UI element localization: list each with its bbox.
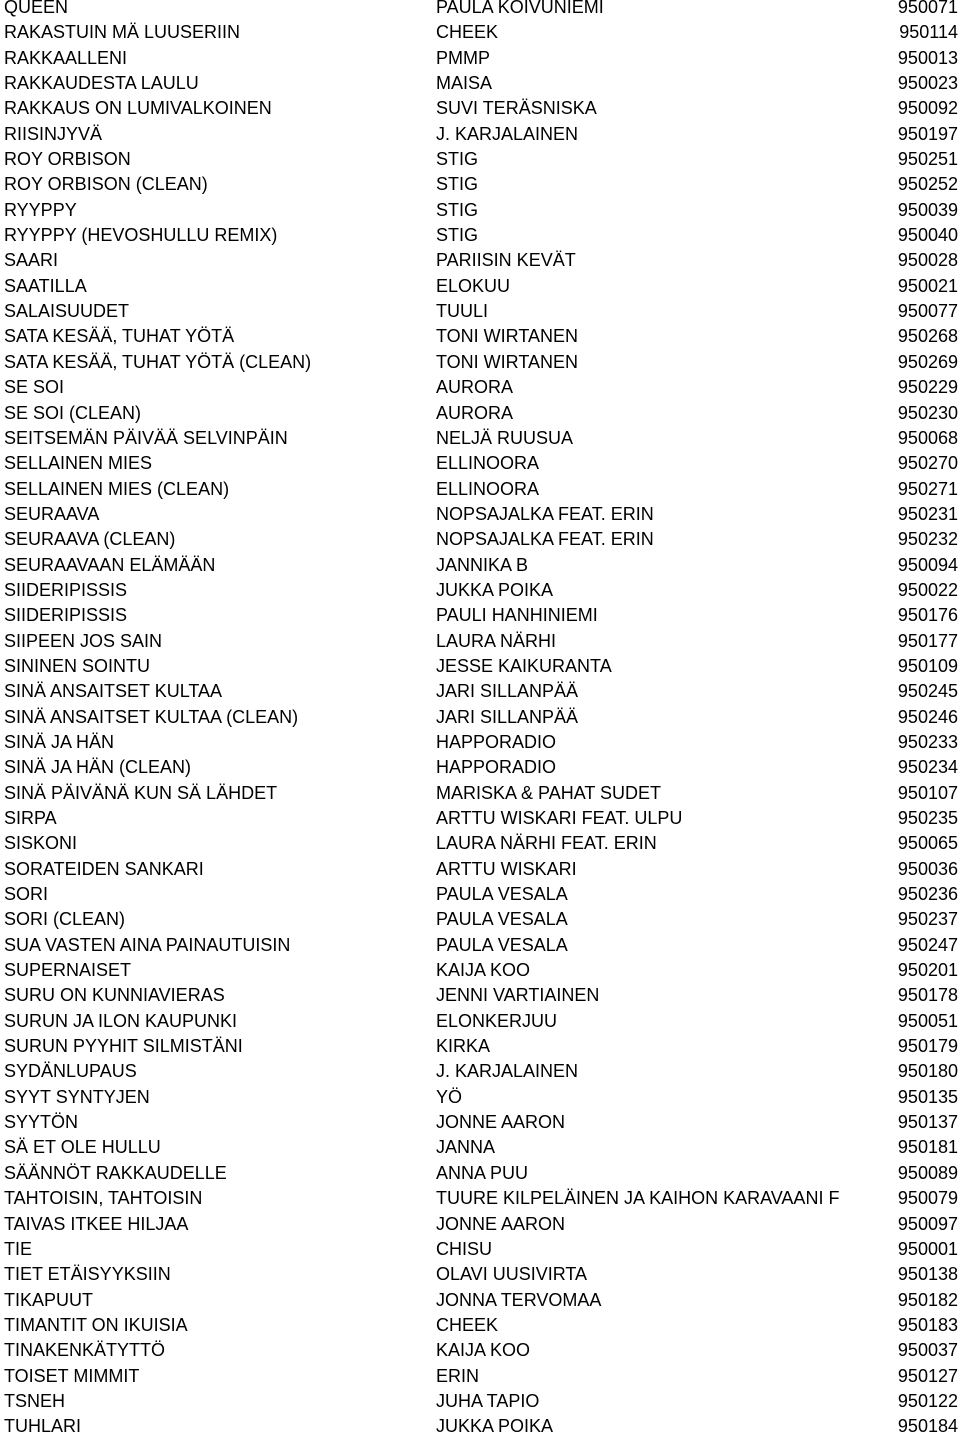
song-title: ROY ORBISON (4, 149, 131, 170)
song-artist: NOPSAJALKA FEAT. ERIN (436, 529, 654, 550)
song-code: 950269 (897, 351, 958, 372)
song-row (0, 578, 960, 603)
song-code: 950237 (897, 909, 958, 930)
song-artist: KAIJA KOO (436, 960, 531, 981)
song-artist: AURORA (436, 402, 514, 423)
song-title: SURUN PYYHIT SILMISTÄNI (4, 1036, 243, 1057)
song-artist: ELLINOORA (436, 453, 540, 474)
song-code: 950201 (897, 960, 958, 981)
song-code: 950021 (897, 275, 958, 296)
song-code: 950028 (897, 250, 958, 271)
song-artist: ELLINOORA (436, 478, 540, 499)
song-artist: TUURE KILPELÄINEN JA KAIHON KARAVAANI F (436, 1188, 840, 1209)
song-title: TAHTOISIN, TAHTOISIN (4, 1188, 203, 1209)
song-title: SEURAAVA (4, 503, 100, 524)
song-code: 950068 (897, 427, 958, 448)
song-code: 950234 (897, 757, 958, 778)
song-title: TSNEH (4, 1390, 66, 1411)
song-title: SINÄ ANSAITSET KULTAA (4, 681, 223, 702)
song-row (0, 1009, 960, 1034)
song-artist: SUVI TERÄSNISKA (436, 98, 597, 119)
song-title: SATA KESÄÄ, TUHAT YÖTÄ (CLEAN) (4, 351, 312, 372)
song-code: 950079 (897, 1188, 958, 1209)
song-row (0, 401, 960, 426)
song-title: SALAISUUDET (4, 301, 130, 322)
song-artist: PARIISIN KEVÄT (436, 250, 576, 271)
song-row (0, 907, 960, 932)
song-title: TINAKENKÄTYTTÖ (4, 1340, 166, 1361)
song-code: 950040 (897, 225, 958, 246)
song-code: 950109 (897, 655, 958, 676)
song-title: TIET ETÄISYYKSIIN (4, 1264, 171, 1285)
song-row (0, 299, 960, 324)
song-row (0, 1389, 960, 1414)
song-code: 950051 (897, 1010, 958, 1031)
song-row (0, 1110, 960, 1135)
song-row (0, 122, 960, 147)
song-code: 950231 (897, 503, 958, 524)
song-artist: STIG (436, 199, 479, 220)
song-code: 950022 (897, 579, 958, 600)
song-code: 950036 (897, 858, 958, 879)
song-code: 950232 (897, 529, 958, 550)
song-row (0, 248, 960, 273)
song-code: 950176 (897, 605, 958, 626)
song-artist: PAULA VESALA (436, 934, 568, 955)
song-title: SEURAAVA (CLEAN) (4, 529, 176, 550)
song-title: RYYPPY (4, 199, 77, 220)
song-row (0, 1034, 960, 1059)
song-row (0, 274, 960, 299)
song-artist: JONNA TERVOMAA (436, 1289, 602, 1310)
song-code: 950230 (897, 402, 958, 423)
song-title: ROY ORBISON (CLEAN) (4, 174, 208, 195)
song-artist: JARI SILLANPÄÄ (436, 706, 579, 727)
song-code: 950094 (897, 554, 958, 575)
song-artist: CHISU (436, 1238, 493, 1259)
song-row (0, 806, 960, 831)
song-row (0, 882, 960, 907)
song-row (0, 527, 960, 552)
song-row (0, 958, 960, 983)
song-artist: PMMP (436, 47, 490, 68)
song-row (0, 1161, 960, 1186)
song-code: 950065 (897, 833, 958, 854)
song-row (0, 223, 960, 248)
song-row (0, 502, 960, 527)
song-artist: NOPSAJALKA FEAT. ERIN (436, 503, 654, 524)
song-row (0, 933, 960, 958)
song-code: 950089 (897, 1162, 958, 1183)
song-title: SATA KESÄÄ, TUHAT YÖTÄ (4, 326, 235, 347)
song-artist: J. KARJALAINEN (436, 123, 579, 144)
song-code: 950138 (897, 1264, 958, 1285)
song-code: 950179 (897, 1036, 958, 1057)
song-row (0, 147, 960, 172)
song-code: 950183 (897, 1314, 958, 1335)
song-code: 950107 (897, 782, 958, 803)
song-title: SÄÄNNÖT RAKKAUDELLE (4, 1162, 227, 1183)
song-artist: OLAVI UUSIVIRTA (436, 1264, 588, 1285)
song-title: RAKKAUS ON LUMIVALKOINEN (4, 98, 272, 119)
song-title: TIE (4, 1238, 33, 1259)
song-row (0, 96, 960, 121)
song-row (0, 730, 960, 755)
song-artist: STIG (436, 225, 479, 246)
song-title: RAKASTUIN MÄ LUUSERIIN (4, 22, 241, 43)
song-row (0, 654, 960, 679)
song-artist: ARTTU WISKARI FEAT. ULPU (436, 808, 683, 828)
song-artist: TUULI (436, 301, 489, 322)
song-code: 950184 (897, 1416, 958, 1437)
song-row (0, 46, 960, 71)
song-code: 950023 (897, 73, 958, 94)
song-title: SUPERNAISET (4, 960, 132, 981)
song-row (0, 1186, 960, 1211)
song-row (0, 983, 960, 1008)
song-code: 950246 (897, 706, 958, 727)
song-title: SAATILLA (4, 275, 87, 296)
song-artist: PAULA VESALA (436, 909, 568, 930)
song-row (0, 831, 960, 856)
song-row (0, 1212, 960, 1237)
song-title: RYYPPY (HEVOSHULLU REMIX) (4, 225, 278, 246)
song-title: SEURAAVAAN ELÄMÄÄN (4, 554, 216, 575)
song-code: 950114 (899, 22, 958, 43)
song-title: SORATEIDEN SANKARI (4, 858, 204, 879)
song-code: 950001 (897, 1238, 958, 1259)
song-artist: HAPPORADIO (436, 731, 557, 752)
song-artist: YÖ (436, 1086, 463, 1107)
song-artist: MARISKA & PAHAT SUDET (436, 782, 662, 803)
song-title: RAKKAUDESTA LAULU (4, 73, 199, 94)
song-title: TIMANTIT ON IKUISIA (4, 1314, 188, 1335)
song-code: 950039 (897, 199, 958, 220)
song-code: 950137 (897, 1112, 958, 1133)
song-title: SAARI (4, 250, 59, 271)
song-row (0, 603, 960, 628)
song-artist: STIG (436, 174, 479, 195)
song-code: 950233 (897, 731, 958, 752)
song-title: TIKAPUUT (4, 1289, 94, 1310)
song-title: SEITSEMÄN PÄIVÄÄ SELVINPÄIN (4, 427, 288, 448)
song-artist: ELOKUU (436, 275, 511, 296)
song-code: 950037 (897, 1340, 958, 1361)
song-artist: STIG (436, 149, 479, 170)
song-title: SYYT SYNTYJEN (4, 1086, 150, 1107)
song-title: SINÄ JA HÄN (CLEAN) (4, 757, 192, 778)
song-title: SORI (CLEAN) (4, 909, 126, 930)
song-row (0, 1288, 960, 1313)
song-title: RIISINJYVÄ (4, 123, 103, 144)
song-row (0, 629, 960, 654)
song-title: SIIDERIPISSIS (4, 579, 128, 600)
song-row (0, 71, 960, 96)
song-artist: KAIJA KOO (436, 1340, 531, 1361)
song-row (0, 426, 960, 451)
song-row (0, 781, 960, 806)
song-code: 950245 (897, 681, 958, 702)
song-row (0, 350, 960, 375)
song-code: 950178 (897, 985, 958, 1006)
song-row (0, 172, 960, 197)
song-title: SE SOI (4, 377, 65, 398)
song-code: 950135 (897, 1086, 958, 1107)
song-artist: JUHA TAPIO (436, 1390, 540, 1411)
song-artist: ERIN (436, 1365, 480, 1386)
song-artist: JUKKA POIKA (436, 1416, 554, 1437)
song-title: SUA VASTEN AINA PAINAUTUISIN (4, 934, 291, 955)
song-row (0, 679, 960, 704)
song-row (0, 1135, 960, 1160)
song-title: SURUN JA ILON KAUPUNKI (4, 1010, 238, 1031)
song-row (0, 375, 960, 400)
song-title: SINÄ ANSAITSET KULTAA (CLEAN) (4, 706, 299, 727)
song-artist: JANNA (436, 1137, 496, 1158)
song-code: 950177 (897, 630, 958, 651)
song-artist: ELONKERJUU (436, 1010, 558, 1031)
song-title: SISKONI (4, 833, 78, 854)
song-row (0, 1262, 960, 1287)
song-title: SININEN SOINTU (4, 655, 151, 676)
song-code: 950180 (897, 1061, 958, 1082)
song-title: SYYTÖN (4, 1112, 79, 1133)
song-artist: PAULA KOIVUNIEMI (436, 0, 604, 17)
song-title: SÄ ET OLE HULLU (4, 1137, 161, 1158)
song-row (0, 477, 960, 502)
song-artist: PAULA VESALA (436, 884, 568, 905)
song-artist: LAURA NÄRHI FEAT. ERIN (436, 833, 657, 854)
song-artist: LAURA NÄRHI (436, 630, 557, 651)
song-code: 950182 (897, 1289, 958, 1310)
song-row (0, 553, 960, 578)
song-title: SIIDERIPISSIS (4, 605, 128, 626)
song-title: SELLAINEN MIES (CLEAN) (4, 478, 230, 499)
song-code: 950229 (897, 377, 958, 398)
song-row (0, 1313, 960, 1338)
song-artist: NELJÄ RUUSUA (436, 427, 574, 448)
song-artist: AURORA (436, 377, 514, 398)
song-artist: TONI WIRTANEN (436, 326, 579, 347)
song-artist: CHEEK (436, 1314, 499, 1335)
song-code: 950122 (897, 1390, 958, 1411)
song-artist: JUKKA POIKA (436, 579, 554, 600)
song-code: 950252 (897, 174, 958, 195)
song-row (0, 451, 960, 476)
song-title: SURU ON KUNNIAVIERAS (4, 985, 225, 1006)
song-title: TOISET MIMMIT (4, 1365, 140, 1386)
song-title: SINÄ JA HÄN (4, 731, 115, 752)
song-artist: MAISA (436, 73, 493, 94)
song-artist: ARTTU WISKARI (436, 858, 577, 879)
song-code: 950071 (897, 0, 958, 17)
song-code: 950181 (897, 1137, 958, 1158)
song-title: SIIPEEN JOS SAIN (4, 630, 163, 651)
song-title: SORI (4, 884, 49, 905)
song-artist: ANNA PUU (436, 1162, 529, 1183)
song-code: 950077 (897, 301, 958, 322)
song-row (0, 0, 960, 20)
song-title: QUEEN (4, 0, 69, 17)
song-artist: JONNE AARON (436, 1213, 566, 1234)
song-title: SIRPA (4, 808, 57, 828)
song-row (0, 1085, 960, 1110)
song-row (0, 857, 960, 882)
song-row (0, 1059, 960, 1084)
song-code: 950235 (897, 808, 958, 828)
song-code: 950097 (897, 1213, 958, 1234)
song-row (0, 1237, 960, 1262)
song-title: SINÄ PÄIVÄNÄ KUN SÄ LÄHDET (4, 782, 278, 803)
song-artist: CHEEK (436, 22, 499, 43)
song-artist: PAULI HANHINIEMI (436, 605, 598, 626)
song-code: 950247 (897, 934, 958, 955)
song-code: 950092 (897, 98, 958, 119)
song-code: 950197 (897, 123, 958, 144)
song-row (0, 198, 960, 223)
song-artist: KIRKA (436, 1036, 491, 1057)
song-artist: JENNI VARTIAINEN (436, 985, 600, 1006)
song-row (0, 1364, 960, 1389)
song-row (0, 324, 960, 349)
song-artist: TONI WIRTANEN (436, 351, 579, 372)
song-title: SYDÄNLUPAUS (4, 1061, 137, 1082)
song-row (0, 755, 960, 780)
song-artist: JONNE AARON (436, 1112, 566, 1133)
song-artist: JESSE KAIKURANTA (436, 655, 612, 676)
song-row (0, 20, 960, 45)
song-code: 950271 (897, 478, 958, 499)
song-title: RAKKAALLENI (4, 47, 128, 68)
song-title: TUHLARI (4, 1416, 82, 1437)
song-code: 950013 (897, 47, 958, 68)
song-artist: JARI SILLANPÄÄ (436, 681, 579, 702)
song-artist: HAPPORADIO (436, 757, 557, 778)
song-code: 950270 (897, 453, 958, 474)
song-code: 950127 (897, 1365, 958, 1386)
song-row (0, 705, 960, 730)
song-artist: J. KARJALAINEN (436, 1061, 579, 1082)
song-code: 950251 (897, 149, 958, 170)
song-artist: JANNIKA B (436, 554, 529, 575)
song-code: 950236 (897, 884, 958, 905)
song-code: 950268 (897, 326, 958, 347)
song-title: SE SOI (CLEAN) (4, 402, 142, 423)
song-title: SELLAINEN MIES (4, 453, 153, 474)
song-title: TAIVAS ITKEE HILJAA (4, 1213, 189, 1234)
song-row (0, 1338, 960, 1363)
